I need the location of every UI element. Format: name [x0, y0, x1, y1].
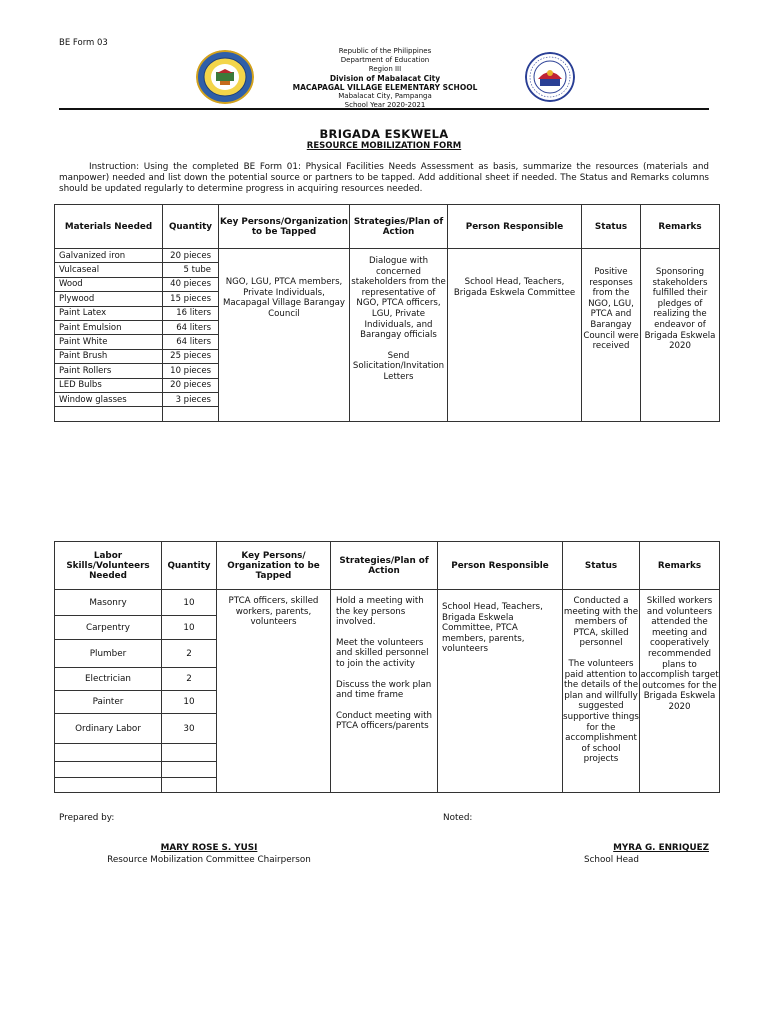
material-qty: 40 pieces — [163, 277, 219, 291]
material-item — [55, 407, 163, 421]
material-item: Paint Brush — [55, 349, 163, 363]
header-labor-skills: Labor Skills/Volunteers Needed — [55, 542, 162, 590]
material-qty: 5 tube — [163, 263, 219, 277]
labor-status-2: The volunteers paid attention to the details of the plan and willfully suggested supportive things for the accomplishment of school projects — [563, 658, 639, 765]
labor-skill: Carpentry — [55, 616, 162, 640]
material-qty: 16 liters — [163, 306, 219, 320]
material-qty: 3 pieces — [163, 392, 219, 406]
labor-key-persons: PTCA officers, skilled workers, parents, volunteers — [217, 590, 331, 793]
header-remarks: Remarks — [640, 542, 720, 590]
materials-strategy-2: Send Solicitation/Invitation Letters — [352, 350, 445, 382]
labor-status — [563, 590, 640, 793]
material-item: Paint Latex — [55, 306, 163, 320]
header-materials-needed: Materials Needed — [55, 205, 163, 249]
labor-skill — [55, 762, 162, 778]
labor-qty — [162, 762, 217, 778]
header-remarks: Remarks — [641, 205, 720, 249]
labor-strategies — [331, 590, 438, 793]
prepared-by-name: MARY ROSE S. YUSI — [160, 843, 258, 853]
material-item: Galvanized iron — [55, 249, 163, 263]
header-strategies: Strategies/Plan of Action — [331, 542, 438, 590]
prepared-by-label: Prepared by: — [59, 813, 115, 823]
material-item: Paint Rollers — [55, 364, 163, 378]
material-item: Paint White — [55, 335, 163, 349]
header-quantity: Quantity — [162, 542, 217, 590]
header-strategies: Strategies/Plan of Action — [350, 205, 448, 249]
labor-table — [54, 541, 720, 793]
labor-qty: 10 — [162, 590, 217, 616]
header-quantity: Quantity — [163, 205, 219, 249]
labor-qty — [162, 744, 217, 762]
labor-qty: 10 — [162, 616, 217, 640]
letterhead-region: Region III — [368, 65, 402, 73]
labor-status-1: Conducted a meeting with the members of PTCA, skilled personnel — [563, 596, 639, 649]
labor-skill: Painter — [55, 691, 162, 714]
materials-header-row — [55, 205, 720, 249]
form-title: BRIGADA ESKWELA — [319, 127, 449, 141]
header-status: Status — [582, 205, 641, 249]
material-item: Window glasses — [55, 392, 163, 406]
material-qty: 20 pieces — [163, 378, 219, 392]
labor-skill: Plumber — [55, 640, 162, 668]
materials-remarks: Sponsoring stakeholders fulfilled their pledges of realizing the endeavor of Brigada Eskwela 2020 — [641, 249, 720, 422]
header-status: Status — [563, 542, 640, 590]
labor-header-row — [55, 542, 720, 590]
material-qty: 10 pieces — [163, 364, 219, 378]
letterhead — [240, 47, 530, 110]
material-qty: 20 pieces — [163, 249, 219, 263]
materials-strategies — [350, 249, 448, 422]
labor-remarks: Skilled workers and volunteers attended the meeting and cooperatively recommended plans to accomplish target outcomes for the Brigada Eskwela 2020 — [640, 590, 720, 793]
letterhead-school-year: School Year 2020-2021 — [344, 101, 426, 109]
header-person-responsible: Person Responsible — [448, 205, 582, 249]
noted-label: Noted: — [443, 813, 473, 823]
instruction-text: Instruction: Using the completed BE Form 01: Physical Facilities Needs Assessment as basis, summarize the resources (materials and manpower) needed and list down the potential source or partners to be tapped. Add additional sheet if needed. The Status and Remarks columns should be updated regularly to determine progress in acquiring resources needed. — [59, 162, 709, 194]
prepared-by-role: Resource Mobilization Committee Chairperson — [107, 855, 311, 865]
noted-by-name: MYRA G. ENRIQUEZ — [613, 843, 709, 853]
material-item: Plywood — [55, 292, 163, 306]
materials-strategy-1: Dialogue with concerned stakeholders from the representative of NGO, PTCA officers, LGU, Private Individuals, and Barangay officials — [351, 256, 446, 341]
header-person-responsible: Person Responsible — [438, 542, 563, 590]
materials-status: Positive responses from the NGO, LGU, PTCA and Barangay Council were received — [582, 249, 641, 422]
labor-qty: 10 — [162, 691, 217, 714]
labor-skill — [55, 744, 162, 762]
labor-qty: 2 — [162, 640, 217, 668]
labor-skill: Electrician — [55, 668, 162, 691]
material-item: Wood — [55, 277, 163, 291]
deped-seal-icon — [525, 52, 575, 102]
material-item: Vulcaseal — [55, 263, 163, 277]
labor-qty — [162, 778, 217, 793]
form-subtitle: RESOURCE MOBILIZATION FORM — [306, 141, 462, 151]
noted-by-role: School Head — [584, 855, 640, 865]
labor-strategy-3: Discuss the work plan and time frame — [336, 679, 432, 701]
material-qty: 64 liters — [163, 320, 219, 334]
material-qty: 15 pieces — [163, 292, 219, 306]
labor-skill: Ordinary Labor — [55, 714, 162, 744]
header-key-persons: Key Persons/ Organization to be Tapped — [217, 542, 331, 590]
labor-strategy-4: Conduct meeting with PTCA officers/parents — [336, 710, 433, 732]
materials-table — [54, 204, 720, 422]
letterhead-address: Mabalacat City, Pampanga — [338, 92, 432, 100]
materials-person-responsible: School Head, Teachers, Brigada Eskwela Committee — [448, 249, 582, 422]
material-qty: 25 pieces — [163, 349, 219, 363]
material-item: LED Bulbs — [55, 378, 163, 392]
labor-qty: 2 — [162, 668, 217, 691]
labor-person-responsible-text: School Head, Teachers, Brigada Eskwela Committee, PTCA members, parents, volunteers — [442, 602, 543, 655]
labor-skill — [55, 778, 162, 793]
material-item: Paint Emulsion — [55, 320, 163, 334]
letterhead-school: MACAPAGAL VILLAGE ELEMENTARY SCHOOL — [292, 83, 478, 92]
labor-skill: Masonry — [55, 590, 162, 616]
form-number: BE Form 03 — [59, 38, 108, 48]
labor-strategy-1: Hold a meeting with the key persons involved. — [336, 596, 424, 628]
material-qty: 64 liters — [163, 335, 219, 349]
header-divider — [59, 108, 709, 110]
table-row — [55, 249, 720, 263]
letterhead-department: Department of Education — [340, 56, 430, 64]
header-key-persons: Key Persons/Organization to be Tapped — [219, 205, 350, 249]
table-row — [55, 590, 720, 616]
labor-strategy-2: Meet the volunteers and skilled personnel to join the activity — [336, 637, 429, 669]
material-qty — [163, 407, 219, 421]
labor-qty: 30 — [162, 714, 217, 744]
letterhead-republic: Republic of the Philippines — [338, 47, 432, 55]
materials-key-persons: NGO, LGU, PTCA members, Private Individuals, Macapagal Village Barangay Council — [219, 249, 350, 422]
letterhead-division: Division of Mabalacat City — [329, 74, 441, 83]
labor-person-responsible — [438, 590, 563, 793]
